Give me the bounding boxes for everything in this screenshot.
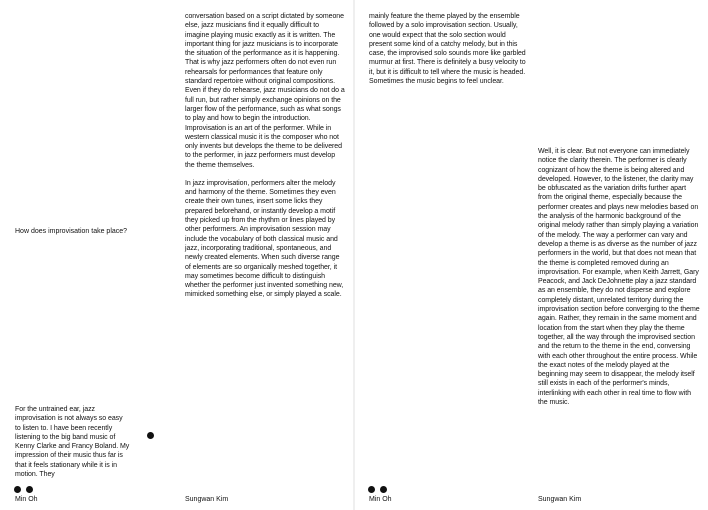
body-paragraph: mainly feature the theme played by the ensemble followed by a solo improvisation section. Usually, one would expect that the solo section would present some kind of a catchy melody, but in this case, the improvised solo sounds more like garbled murmur at first. There is definitely a busy velocity to it, but it is difficult to tell where the music is headed. Sometimes the music begins to feel unclear. xyxy=(369,13,526,86)
body-paragraph: In jazz improvisation, performers alter the melody and harmony of the theme. Sometimes they even create their own tunes, insert some licks they prepared beforehand, or instantly develop a motif they picked up from the rhythm or lines played by other performers. An improvisation session may include the vocabulary of both classical music and jazz, incorporating traditional, spontaneous, and newly created elements. When such diverse range of elements are so organically meshed together, it may sometimes become difficult to distinguish whether the performer just invented something new, mimicked something else, or simply played a scale. xyxy=(185,179,344,299)
right-page xyxy=(355,0,708,510)
body-paragraph: Well, it is clear. But not everyone can immediately notice the clarity therein. The performer is clearly cognizant of how the theme is being altered and developed. However, to the listener, the clarity may be obfuscated as the variation drifts further apart from the original theme, especially because the performer creates and plays new melodies based on the analysis of the harmonic background of the original melody rather than simply playing a variation of the melody. The way a performer can vary and develop a theme is as diverse as the number of jazz performers in the world, but that does not mean that the theme is completed removed during an improvisation. For example, when Keith Jarrett, Gary Peacock, and Jack DeJohnette play a jazz standard as an ensemble, they do not disperse and explore completely distant, unrelated territory during the improvisation section before converging to the theme again. Rather, they remain in the same moment and location from the start when they play the theme together, all the way through the improvised section and the return to the theme in the end, conversing with each other throughout the entire process. While the exact notes of the melody played at the beginning may seem to disappear, the melody itself still exists in each of the performer's minds, interlinking with each other in real time to flow with the music. xyxy=(538,148,700,407)
intro-column xyxy=(15,405,130,479)
top-column xyxy=(369,12,526,120)
footer-author-right: Sungwan Kim xyxy=(538,496,582,503)
left-page xyxy=(0,0,353,510)
footer-author-left: Min Oh xyxy=(369,496,392,503)
music-note-dot-icon xyxy=(14,486,21,493)
section-question: How does improvisation take place? xyxy=(15,228,128,235)
main-column xyxy=(538,147,701,475)
music-note-dot-icon xyxy=(147,432,154,439)
music-note-dot-icon xyxy=(368,486,375,493)
main-column xyxy=(185,12,345,482)
intro-paragraph: For the untrained ear, jazz improvisation is not always so easy to listen to. I have been recently listening to the big band music of Kenny Clarke and Francy Boland. My impression of their music thus far is that it feels stationary while it is in motion. They xyxy=(15,406,130,479)
body-paragraph: conversation based on a script dictated by someone else, jazz musicians find it equally difficult to imagine playing music exactly as it is written. The important thing for jazz musicians is to incorporate the situation of the performance as it is happening. That is why jazz performers often do not even run rehearsals for performances that feature only standard repertoire without original compositions. Even if they do rehearse, jazz musicians do not do a full run, but rather simply exchange opinions on the larger flow of the performance, such as what songs to play and how to begin the introduction. Improvisation is an art of the performer. While in western classical music it is the composer who not only invents but develops the theme to be delivered to the performer, in jazz performers must develop the theme themselves. xyxy=(185,13,345,169)
music-note-dot-icon xyxy=(26,486,33,493)
music-note-dot-icon xyxy=(380,486,387,493)
footer-author-left: Min Oh xyxy=(15,496,38,503)
footer-author-right: Sungwan Kim xyxy=(185,496,229,503)
